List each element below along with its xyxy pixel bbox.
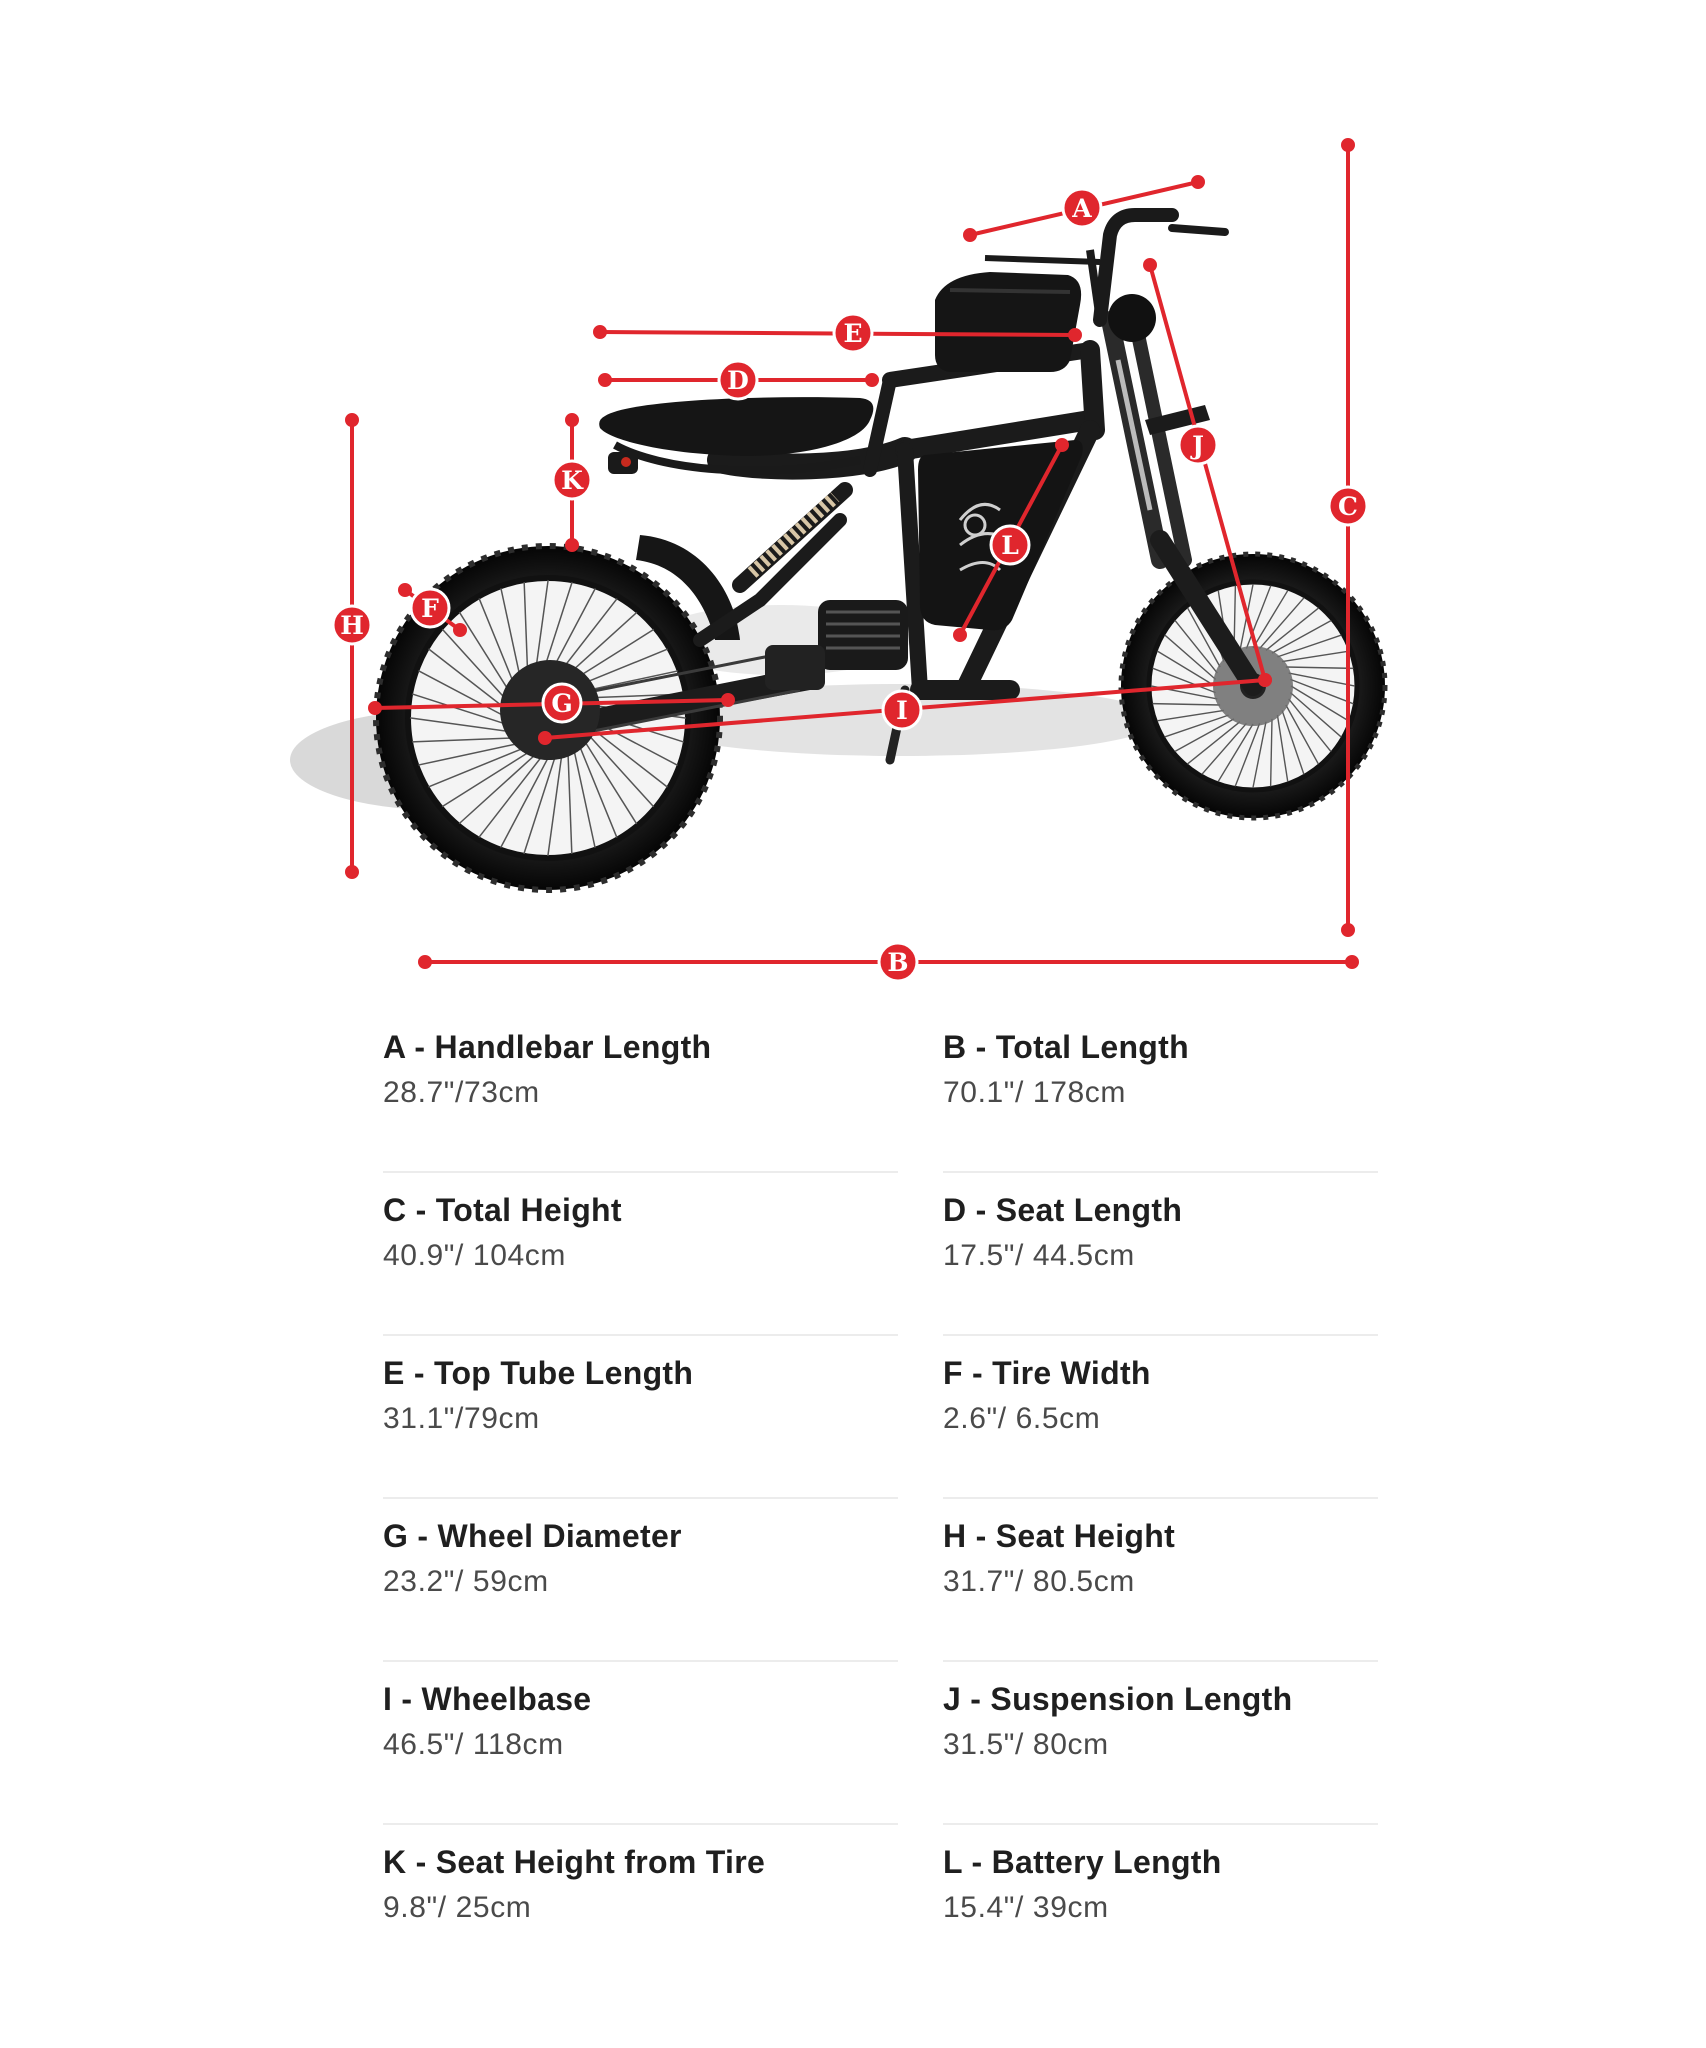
bike-dimension-diagram: [0, 0, 1706, 990]
tail-light: [608, 452, 638, 474]
spec-title: D - Seat Length: [943, 1192, 1183, 1228]
spec-item-b: [943, 1010, 1378, 1173]
marker-letter: A: [1072, 194, 1092, 223]
spec-item-f: [943, 1336, 1378, 1499]
spec-item-k: [383, 1825, 898, 1988]
spec-value: 31.1"/79cm: [383, 1402, 540, 1435]
tank-bag: [935, 272, 1081, 372]
spec-value: 40.9"/ 104cm: [383, 1239, 566, 1272]
spec-list: [383, 1010, 1378, 1988]
marker-letter: D: [727, 366, 749, 395]
spec-title: F - Tire Width: [943, 1355, 1151, 1391]
marker-letter: F: [421, 594, 439, 623]
spec-title: J - Suspension Length: [943, 1681, 1293, 1717]
spec-item-a: [383, 1010, 898, 1173]
spec-value: 9.8"/ 25cm: [383, 1891, 532, 1924]
marker-letter: I: [896, 696, 908, 725]
spec-title: B - Total Length: [943, 1029, 1189, 1065]
spec-title: L - Battery Length: [943, 1844, 1222, 1880]
marker-letter: G: [551, 689, 573, 718]
marker-a: [1063, 189, 1101, 227]
spec-title: G - Wheel Diameter: [383, 1518, 682, 1554]
spec-title: K - Seat Height from Tire: [383, 1844, 766, 1880]
marker-c: [1329, 487, 1367, 525]
spec-title: H - Seat Height: [943, 1518, 1176, 1554]
marker-letter: J: [1192, 431, 1204, 460]
spec-item-h: [943, 1499, 1378, 1662]
spec-item-d: [943, 1173, 1378, 1336]
spec-item-i: [383, 1662, 898, 1825]
marker-g: [543, 684, 581, 722]
marker-h: [333, 606, 371, 644]
spec-value: 23.2"/ 59cm: [383, 1565, 549, 1598]
spec-value: 46.5"/ 118cm: [383, 1728, 564, 1761]
ebike-illustration: [376, 215, 1385, 890]
marker-e: [834, 314, 872, 352]
spec-item-c: [383, 1173, 898, 1336]
marker-b: [879, 943, 917, 981]
spec-value: 17.5"/ 44.5cm: [943, 1239, 1135, 1272]
marker-l: [991, 526, 1029, 564]
spec-item-j: [943, 1662, 1378, 1825]
spec-title: I - Wheelbase: [383, 1681, 592, 1717]
spec-value: 15.4"/ 39cm: [943, 1891, 1109, 1924]
marker-f: [411, 589, 449, 627]
marker-k: [553, 461, 591, 499]
spec-item-e: [383, 1336, 898, 1499]
marker-letter: C: [1338, 492, 1358, 521]
spec-value: 2.6"/ 6.5cm: [943, 1402, 1101, 1435]
marker-letter: B: [887, 948, 909, 977]
marker-letter: H: [340, 611, 364, 640]
spec-item-g: [383, 1499, 898, 1662]
marker-letter: L: [1001, 531, 1019, 560]
spec-value: 31.7"/ 80.5cm: [943, 1565, 1135, 1598]
spec-value: 70.1"/ 178cm: [943, 1076, 1126, 1109]
spec-title: A - Handlebar Length: [383, 1029, 712, 1065]
spec-value: 28.7"/73cm: [383, 1076, 540, 1109]
marker-i: [883, 691, 921, 729]
spec-title: E - Top Tube Length: [383, 1355, 694, 1391]
spec-value: 31.5"/ 80cm: [943, 1728, 1109, 1761]
marker-letter: E: [843, 319, 863, 348]
spec-item-l: [943, 1825, 1378, 1988]
marker-letter: K: [561, 466, 583, 495]
marker-j: [1179, 426, 1217, 464]
spec-title: C - Total Height: [383, 1192, 622, 1228]
marker-d: [719, 361, 757, 399]
